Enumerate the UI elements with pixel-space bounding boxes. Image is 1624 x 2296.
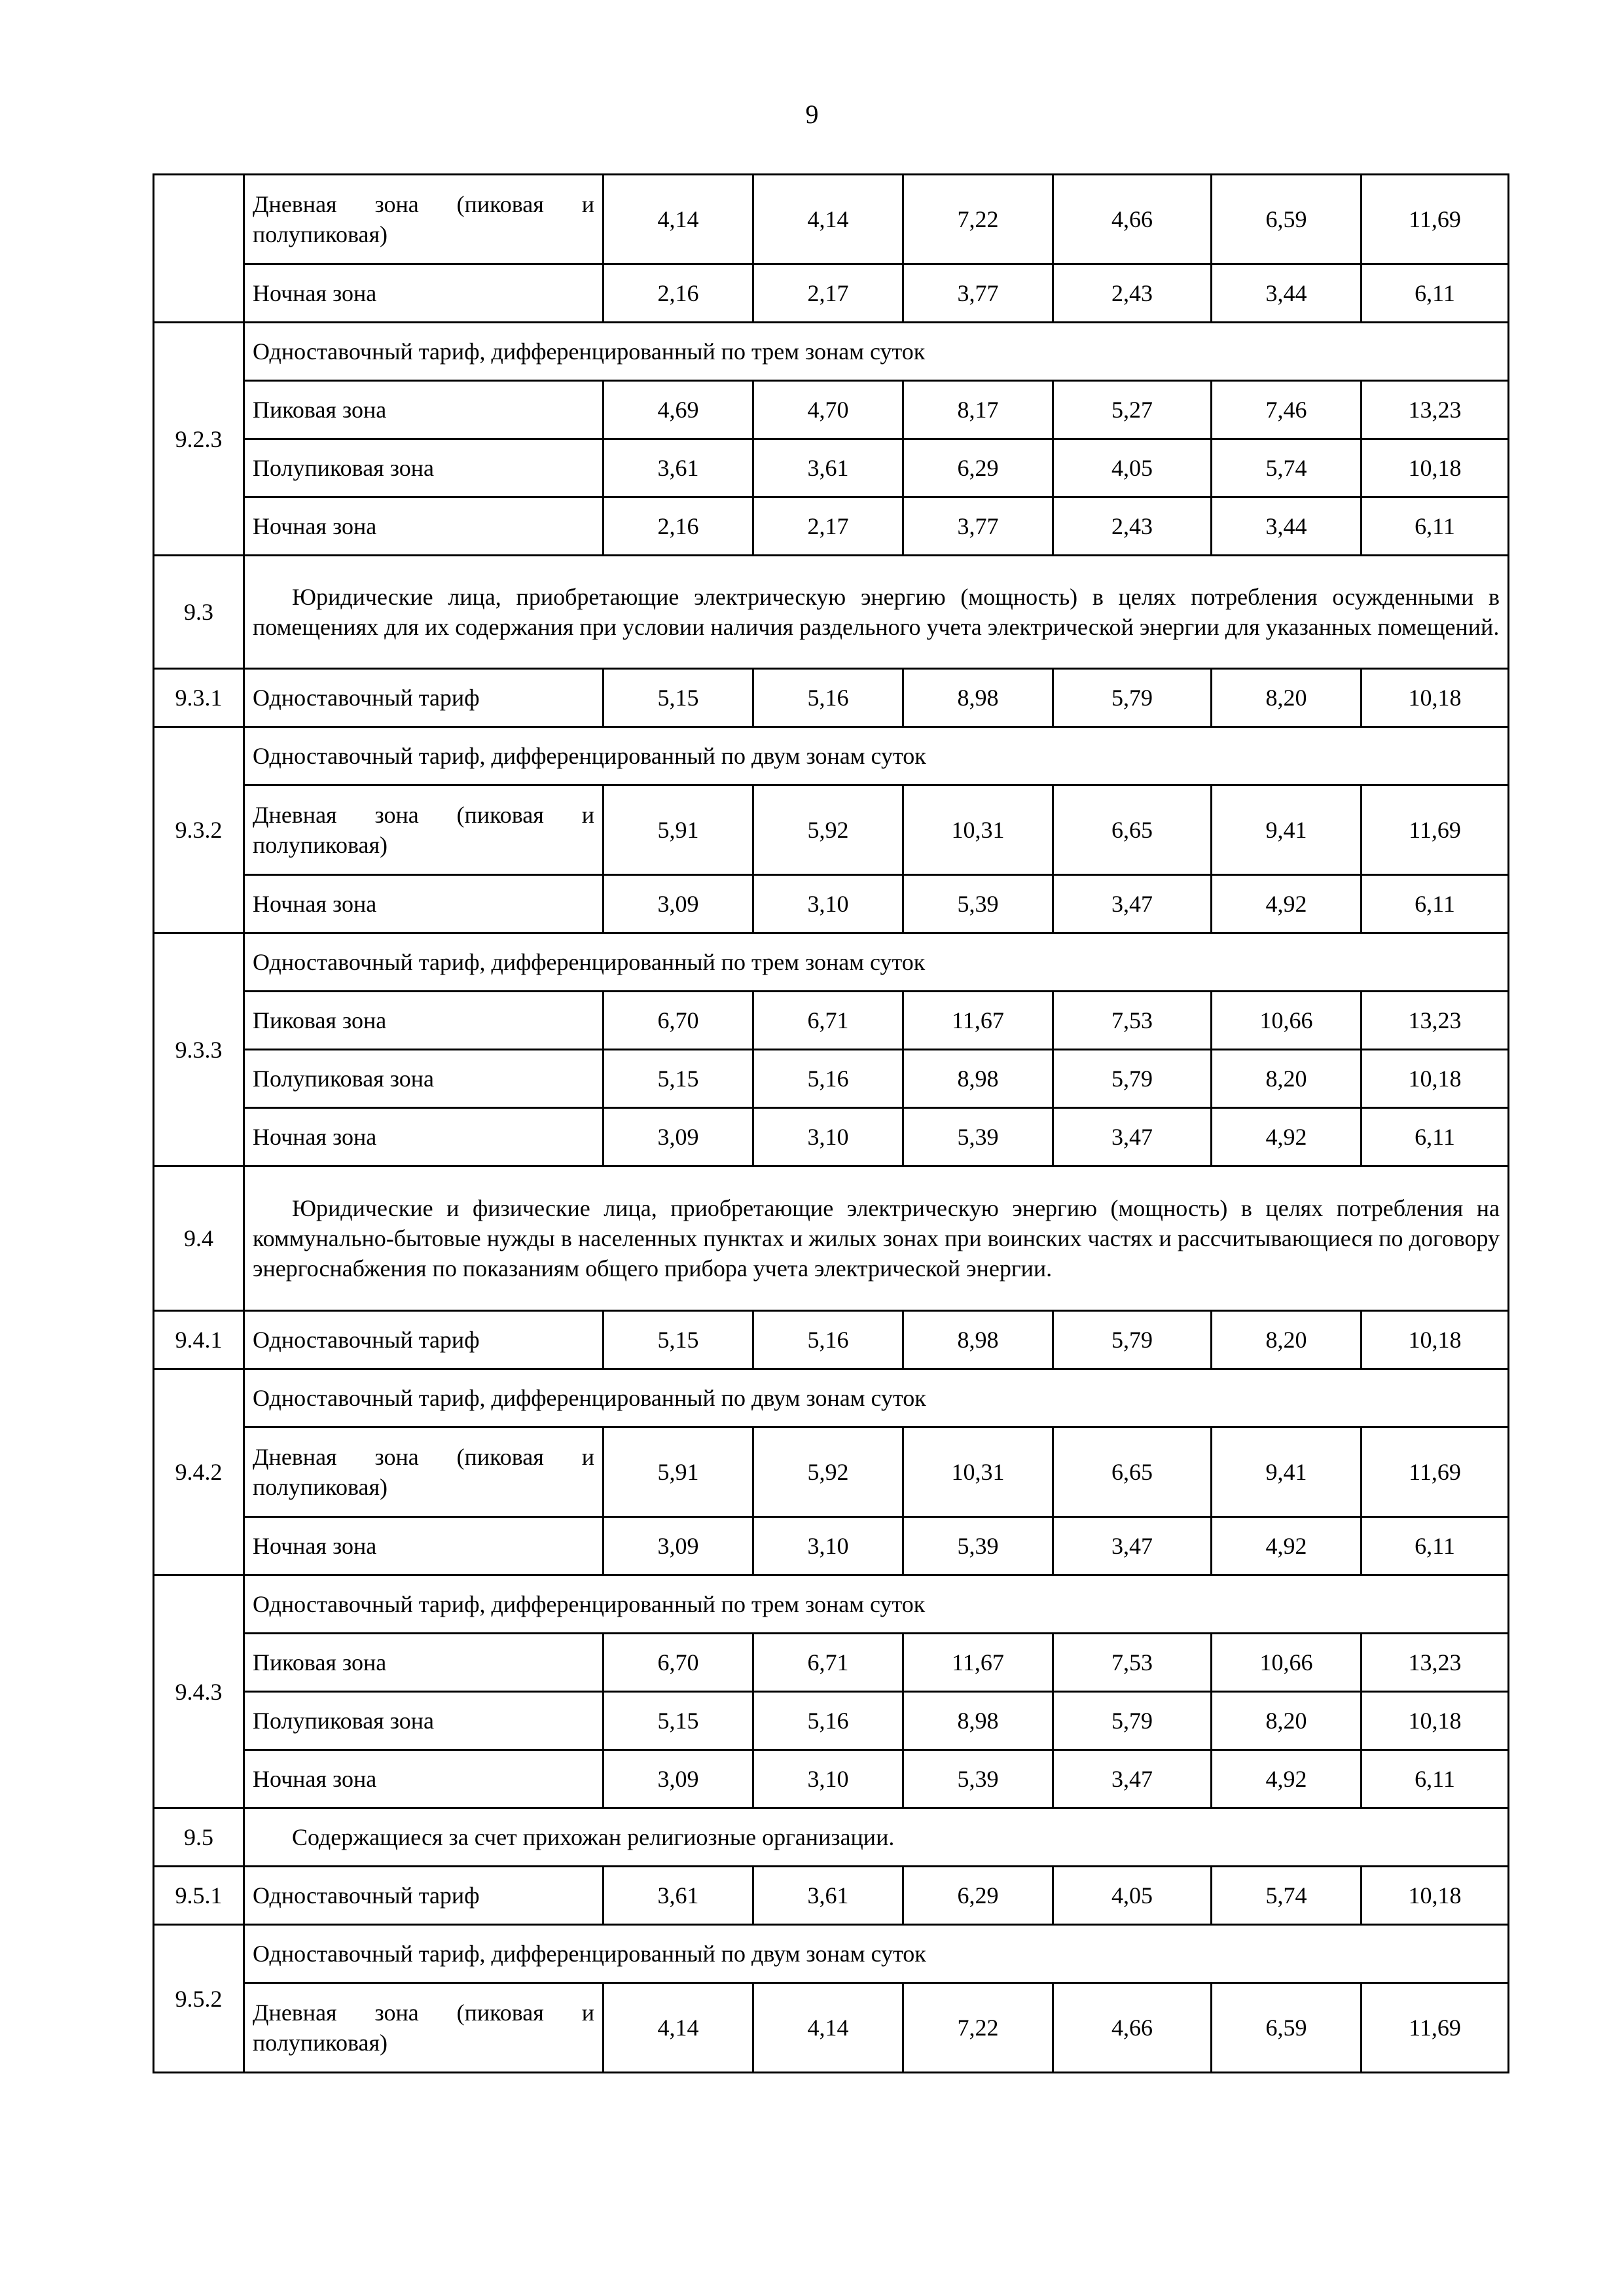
value-cell: 8,98 — [903, 1311, 1053, 1369]
row-label: Полупиковая зона — [244, 1050, 604, 1108]
value-cell: 6,11 — [1362, 875, 1509, 933]
value-cell: 5,15 — [604, 1311, 753, 1369]
row-label: Ночная зона — [244, 1750, 604, 1808]
value-cell: 3,47 — [1053, 1517, 1212, 1575]
category-text: Содержащиеся за счет прихожан религиозные организации. — [292, 1824, 895, 1850]
value-cell: 5,16 — [753, 1050, 903, 1108]
value-cell: 7,53 — [1053, 992, 1212, 1050]
table-row — [154, 669, 1509, 727]
table-row — [154, 1166, 1509, 1311]
value-cell: 6,11 — [1362, 1750, 1509, 1808]
table-row — [154, 264, 1509, 323]
table-row — [154, 497, 1509, 556]
category-description — [244, 556, 1509, 669]
value-cell: 6,71 — [753, 992, 903, 1050]
value-cell: 3,09 — [604, 1108, 753, 1166]
value-cell: 6,11 — [1362, 497, 1509, 556]
value-cell: 11,69 — [1362, 785, 1509, 875]
table-row — [154, 556, 1509, 669]
value-cell: 4,14 — [753, 1983, 903, 2073]
row-label: Полупиковая зона — [244, 439, 604, 497]
table-row — [154, 1692, 1509, 1750]
row-label: Ночная зона — [244, 875, 604, 933]
value-cell: 13,23 — [1362, 1634, 1509, 1692]
section-header: Одноставочный тариф, дифференцированный по трем зонам суток — [244, 1575, 1509, 1634]
value-cell: 3,09 — [604, 1750, 753, 1808]
value-cell: 3,77 — [903, 497, 1053, 556]
value-cell: 5,92 — [753, 1427, 903, 1517]
table-row — [154, 1867, 1509, 1925]
value-cell: 10,18 — [1362, 1311, 1509, 1369]
value-cell: 11,67 — [903, 992, 1053, 1050]
value-cell: 5,79 — [1053, 1050, 1212, 1108]
value-cell: 2,17 — [753, 264, 903, 323]
table-row — [154, 1427, 1509, 1517]
value-cell: 3,44 — [1212, 497, 1362, 556]
table-row — [154, 381, 1509, 439]
row-code-cell: 9.4.1 — [154, 1311, 244, 1369]
value-cell: 3,47 — [1053, 1750, 1212, 1808]
value-cell: 13,23 — [1362, 992, 1509, 1050]
category-text: Юридические и физические лица, приобретающие электрическую энергию (мощность) в целях потребления на коммунально-бытовые нужды в населенных пунктах и жилых зонах при воинских частях и рассчитывающиеся по договору энергоснабжения по показаниям общего прибора учета электрической энергии. — [253, 1195, 1500, 1282]
value-cell: 7,46 — [1212, 381, 1362, 439]
value-cell: 10,18 — [1362, 669, 1509, 727]
value-cell: 5,74 — [1212, 1867, 1362, 1925]
row-label: Ночная зона — [244, 1517, 604, 1575]
row-label: Одноставочный тариф — [244, 1311, 604, 1369]
value-cell: 9,41 — [1212, 785, 1362, 875]
value-cell: 2,16 — [604, 264, 753, 323]
row-label: Одноставочный тариф — [244, 669, 604, 727]
value-cell: 3,10 — [753, 875, 903, 933]
table-row — [154, 1983, 1509, 2073]
value-cell: 3,61 — [753, 1867, 903, 1925]
value-cell: 5,39 — [903, 1750, 1053, 1808]
value-cell: 6,29 — [903, 439, 1053, 497]
value-cell: 7,22 — [903, 1983, 1053, 2073]
value-cell: 3,61 — [604, 1867, 753, 1925]
row-label: Пиковая зона — [244, 1634, 604, 1692]
value-cell: 7,53 — [1053, 1634, 1212, 1692]
table-row — [154, 875, 1509, 933]
value-cell: 11,69 — [1362, 175, 1509, 264]
row-label: Дневная зона (пиковая и полупиковая) — [244, 785, 604, 875]
row-code-cell: 9.4 — [154, 1166, 244, 1311]
value-cell: 5,79 — [1053, 669, 1212, 727]
value-cell: 3,09 — [604, 875, 753, 933]
row-code-cell: 9.3.3 — [154, 933, 244, 1166]
value-cell: 4,05 — [1053, 1867, 1212, 1925]
value-cell: 6,29 — [903, 1867, 1053, 1925]
value-cell: 4,70 — [753, 381, 903, 439]
table-row — [154, 1634, 1509, 1692]
value-cell: 6,59 — [1212, 1983, 1362, 2073]
value-cell: 10,66 — [1212, 1634, 1362, 1692]
table-row — [154, 933, 1509, 992]
value-cell: 8,20 — [1212, 669, 1362, 727]
value-cell: 7,22 — [903, 175, 1053, 264]
value-cell: 5,15 — [604, 1050, 753, 1108]
row-code-cell: 9.3 — [154, 556, 244, 669]
value-cell: 3,10 — [753, 1750, 903, 1808]
value-cell: 5,15 — [604, 669, 753, 727]
value-cell: 11,69 — [1362, 1427, 1509, 1517]
page-number: 9 — [805, 99, 819, 129]
category-description — [244, 1166, 1509, 1311]
table-row — [154, 1311, 1509, 1369]
value-cell: 10,66 — [1212, 992, 1362, 1050]
row-label: Одноставочный тариф — [244, 1867, 604, 1925]
value-cell: 10,18 — [1362, 1050, 1509, 1108]
value-cell: 6,70 — [604, 1634, 753, 1692]
value-cell: 3,61 — [604, 439, 753, 497]
value-cell: 2,43 — [1053, 497, 1212, 556]
table-row — [154, 1925, 1509, 1983]
value-cell: 5,91 — [604, 1427, 753, 1517]
value-cell: 4,66 — [1053, 1983, 1212, 2073]
value-cell: 5,79 — [1053, 1311, 1212, 1369]
section-header: Одноставочный тариф, дифференцированный по двум зонам суток — [244, 727, 1509, 785]
value-cell: 8,98 — [903, 1692, 1053, 1750]
value-cell: 4,14 — [604, 1983, 753, 2073]
value-cell: 10,18 — [1362, 439, 1509, 497]
value-cell: 3,47 — [1053, 1108, 1212, 1166]
value-cell: 3,47 — [1053, 875, 1212, 933]
row-code-cell: 9.5.2 — [154, 1925, 244, 2073]
category-text: Юридические лица, приобретающие электрическую энергию (мощность) в целях потребления осужденными в помещениях для их содержания при условии наличия раздельного учета электрической энергии для указанных помещений. — [253, 584, 1500, 640]
row-code-cell: 9.2.3 — [154, 323, 244, 556]
row-label: Ночная зона — [244, 497, 604, 556]
value-cell: 5,92 — [753, 785, 903, 875]
table-row — [154, 1575, 1509, 1634]
value-cell: 10,31 — [903, 1427, 1053, 1517]
value-cell: 5,39 — [903, 875, 1053, 933]
value-cell: 11,67 — [903, 1634, 1053, 1692]
row-label: Полупиковая зона — [244, 1692, 604, 1750]
value-cell: 6,59 — [1212, 175, 1362, 264]
value-cell: 4,92 — [1212, 1517, 1362, 1575]
value-cell: 6,11 — [1362, 1517, 1509, 1575]
row-code-cell: 9.5.1 — [154, 1867, 244, 1925]
table-row — [154, 439, 1509, 497]
value-cell: 2,16 — [604, 497, 753, 556]
value-cell: 3,44 — [1212, 264, 1362, 323]
section-header: Одноставочный тариф, дифференцированный по двум зонам суток — [244, 1925, 1509, 1983]
value-cell: 6,65 — [1053, 1427, 1212, 1517]
value-cell: 2,43 — [1053, 264, 1212, 323]
value-cell: 4,92 — [1212, 875, 1362, 933]
value-cell: 5,16 — [753, 1311, 903, 1369]
value-cell: 9,41 — [1212, 1427, 1362, 1517]
row-label: Ночная зона — [244, 264, 604, 323]
value-cell: 6,71 — [753, 1634, 903, 1692]
value-cell: 4,69 — [604, 381, 753, 439]
value-cell: 2,17 — [753, 497, 903, 556]
table-row — [154, 1517, 1509, 1575]
table-row — [154, 1750, 1509, 1808]
table-row — [154, 1808, 1509, 1867]
value-cell: 4,14 — [604, 175, 753, 264]
value-cell: 5,39 — [903, 1108, 1053, 1166]
value-cell: 3,09 — [604, 1517, 753, 1575]
value-cell: 4,66 — [1053, 175, 1212, 264]
table-row — [154, 1050, 1509, 1108]
tariff-table — [153, 173, 1509, 2073]
value-cell: 10,18 — [1362, 1692, 1509, 1750]
value-cell: 10,31 — [903, 785, 1053, 875]
row-label: Ночная зона — [244, 1108, 604, 1166]
table-row — [154, 785, 1509, 875]
value-cell: 8,20 — [1212, 1311, 1362, 1369]
value-cell: 11,69 — [1362, 1983, 1509, 2073]
row-label: Дневная зона (пиковая и полупиковая) — [244, 175, 604, 264]
table-row — [154, 992, 1509, 1050]
table-row — [154, 175, 1509, 264]
row-label: Пиковая зона — [244, 992, 604, 1050]
row-code-cell: 9.5 — [154, 1808, 244, 1867]
value-cell: 4,92 — [1212, 1750, 1362, 1808]
value-cell: 4,05 — [1053, 439, 1212, 497]
value-cell: 8,98 — [903, 669, 1053, 727]
value-cell: 3,61 — [753, 439, 903, 497]
value-cell: 8,98 — [903, 1050, 1053, 1108]
value-cell: 6,11 — [1362, 1108, 1509, 1166]
value-cell: 3,77 — [903, 264, 1053, 323]
table-row — [154, 1108, 1509, 1166]
value-cell: 5,74 — [1212, 439, 1362, 497]
value-cell: 3,10 — [753, 1517, 903, 1575]
row-label: Дневная зона (пиковая и полупиковая) — [244, 1983, 604, 2073]
row-label: Пиковая зона — [244, 381, 604, 439]
section-header: Одноставочный тариф, дифференцированный по двум зонам суток — [244, 1369, 1509, 1427]
row-code-cell: 9.3.2 — [154, 727, 244, 933]
value-cell: 3,10 — [753, 1108, 903, 1166]
row-code-cell — [154, 175, 244, 323]
row-label: Дневная зона (пиковая и полупиковая) — [244, 1427, 604, 1517]
value-cell: 6,11 — [1362, 264, 1509, 323]
section-header: Одноставочный тариф, дифференцированный по трем зонам суток — [244, 323, 1509, 381]
value-cell: 8,20 — [1212, 1050, 1362, 1108]
table-row — [154, 727, 1509, 785]
table-row — [154, 323, 1509, 381]
row-code-cell: 9.4.3 — [154, 1575, 244, 1808]
row-code-cell: 9.4.2 — [154, 1369, 244, 1575]
value-cell: 5,15 — [604, 1692, 753, 1750]
value-cell: 13,23 — [1362, 381, 1509, 439]
table-row — [154, 1369, 1509, 1427]
value-cell: 8,17 — [903, 381, 1053, 439]
value-cell: 6,70 — [604, 992, 753, 1050]
value-cell: 5,79 — [1053, 1692, 1212, 1750]
value-cell: 6,65 — [1053, 785, 1212, 875]
row-code-cell: 9.3.1 — [154, 669, 244, 727]
value-cell: 10,18 — [1362, 1867, 1509, 1925]
value-cell: 4,92 — [1212, 1108, 1362, 1166]
value-cell: 4,14 — [753, 175, 903, 264]
value-cell: 5,16 — [753, 1692, 903, 1750]
category-description — [244, 1808, 1509, 1867]
value-cell: 5,39 — [903, 1517, 1053, 1575]
value-cell: 8,20 — [1212, 1692, 1362, 1750]
value-cell: 5,91 — [604, 785, 753, 875]
value-cell: 5,27 — [1053, 381, 1212, 439]
section-header: Одноставочный тариф, дифференцированный по трем зонам суток — [244, 933, 1509, 992]
value-cell: 5,16 — [753, 669, 903, 727]
